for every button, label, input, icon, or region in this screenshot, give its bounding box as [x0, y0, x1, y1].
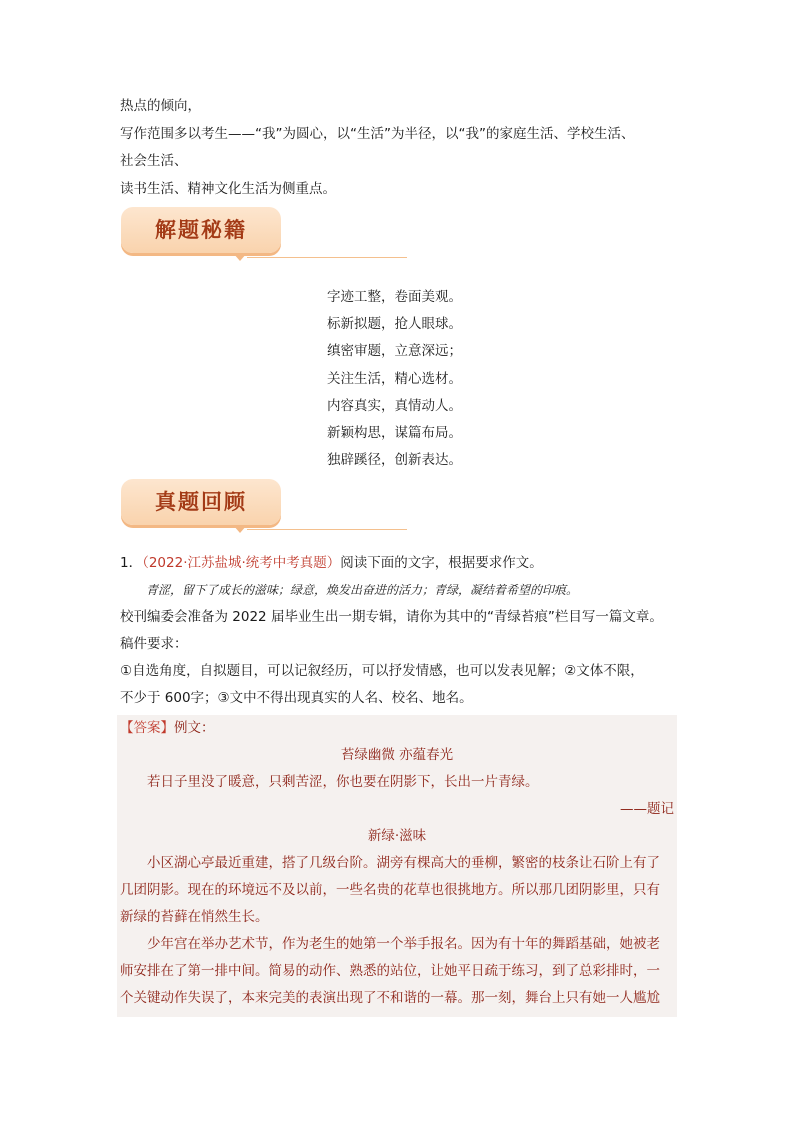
- question-quote: 青涩，留下了成长的滋味；绿意，焕发出奋进的活力；青绿，凝结着希望的印痕。: [146, 583, 579, 597]
- tip-item: 关注生活，精心选材。: [327, 370, 462, 387]
- question-req-line: ①自选角度，自拟题目，可以记叙经历，可以抒发情感，也可以发表见解；②文体不限，: [120, 663, 644, 679]
- essay-title: 苔绿幽微 亦蕴春光: [340, 747, 454, 763]
- banner-title: 解题秘籍: [155, 218, 247, 242]
- intro-line: 热点的倾向，: [120, 98, 201, 114]
- essay-paragraph-line: 小区湖心亭最近重建，搭了几级台阶。湖旁有棵高大的垂柳，繁密的枝条让石阶上有了: [147, 855, 660, 871]
- tip-item: 新颖构思，谋篇布局。: [327, 425, 462, 442]
- question-req-label: 稿件要求：: [120, 636, 188, 652]
- answer-tag: 【答案】: [120, 720, 174, 736]
- banner-tail: [233, 253, 247, 261]
- intro-text: [120, 93, 680, 203]
- essay-paragraph-line: 少年宫在举办艺术节，作为老生的她第一个举手报名。因为有十年的舞蹈基础，她被老: [147, 936, 660, 952]
- question-header: [120, 550, 680, 577]
- essay-subtitle: 新绿·滋味: [367, 828, 427, 844]
- answer-tag-suffix: 例文：: [174, 720, 215, 736]
- question-req-line: 不少于 600字；③文中不得出现真实的人名、校名、地名。: [120, 690, 473, 706]
- tip-item: 内容真实，真情动人。: [327, 397, 462, 414]
- review-banner: [121, 479, 283, 527]
- essay-epigraph-note: ——题记: [620, 801, 674, 817]
- essay-epigraph: 若日子里没了暖意，只剩苦涩，你也要在阴影下，长出一片青绿。: [147, 774, 539, 790]
- banner-underline: [247, 257, 407, 258]
- essay-paragraph-line: 新绿的苔藓在悄然生长。: [120, 909, 269, 925]
- tip-item: 缜密审题，立意深远；: [327, 343, 462, 360]
- intro-line: 社会生活、: [120, 153, 188, 169]
- tips-banner: [121, 207, 283, 255]
- essay-paragraph-line: 师安排在了第一排中间。简易的动作、熟悉的站位，让她平日疏于练习，到了总彩排时，一: [120, 963, 660, 979]
- answer-header: [117, 715, 677, 742]
- banner-title: 真题回顾: [155, 490, 247, 514]
- question-instruction: 阅读下面的文字，根据要求作文。: [340, 555, 543, 571]
- question-number: 1．: [120, 555, 143, 571]
- intro-line: 写作范围多以考生——“我”为圆心，以“生活”为半径，以“我”的家庭生活、学校生活、: [120, 125, 635, 142]
- tip-item: 标新拟题，抢人眼球。: [327, 316, 462, 333]
- banner-tail: [233, 525, 247, 533]
- banner-underline: [247, 529, 407, 530]
- essay-paragraph-line: 个关键动作失误了，本来完美的表演出现了不和谐的一幕。那一刻，舞台上只有她一人尴尬: [120, 990, 660, 1006]
- tips-list: [327, 284, 462, 474]
- tip-item: 独辟蹊径，创新表达。: [327, 452, 462, 469]
- intro-line: 读书生活、精神文化生活为侧重点。: [120, 180, 336, 197]
- essay-paragraph-line: 几团阴影。现在的环境远不及以前，一些名贵的花草也很挑地方。所以那几团阴影里，只有: [120, 882, 660, 898]
- tip-item: 字迹工整，卷面美观。: [327, 289, 462, 305]
- question-source: （2022·江苏盐城·统考中考真题）: [142, 555, 341, 571]
- question-block: [120, 550, 680, 712]
- answer-block: [117, 715, 677, 1017]
- question-prompt: 校刊编委会准备为 2022 届毕业生出一期专辑，请你为其中的“青绿苔痕”栏目写一篇文章。: [120, 609, 663, 625]
